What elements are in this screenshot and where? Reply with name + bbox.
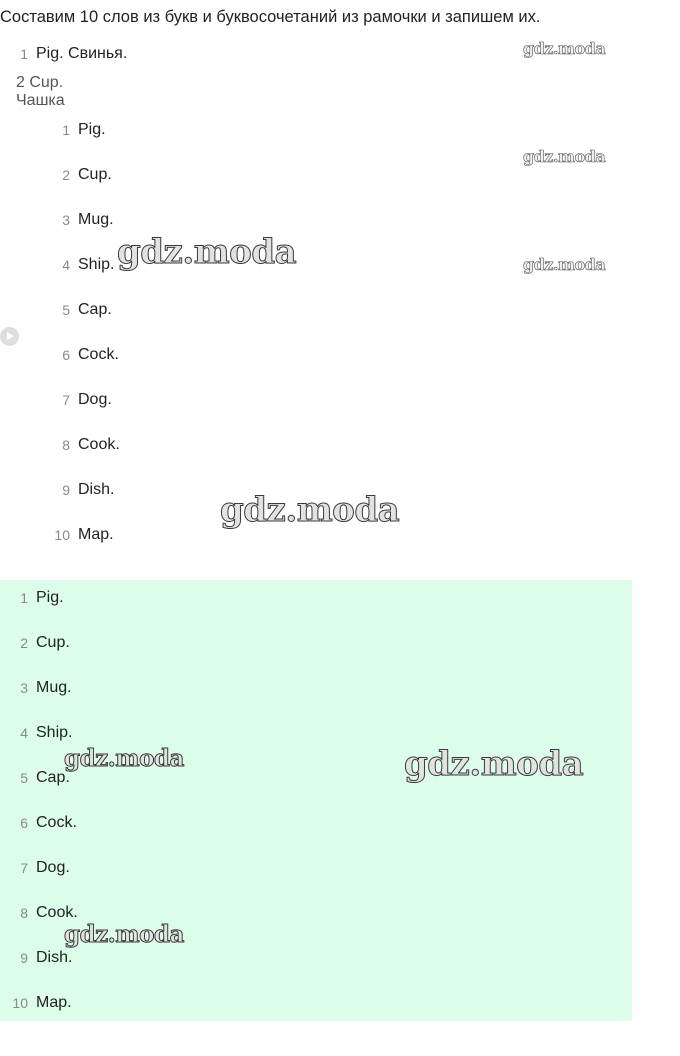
list-number: 5 — [20, 770, 28, 786]
list-number: 2 — [62, 167, 70, 183]
clipped-line — [16, 74, 86, 109]
list-item — [20, 588, 64, 608]
list-number: 8 — [62, 437, 70, 453]
list-text: Ship. — [78, 256, 115, 273]
list-text: Cock. — [78, 346, 119, 363]
list-item — [62, 255, 115, 275]
list-item — [62, 390, 112, 410]
list-text: Cock. — [36, 814, 77, 831]
list-number: 6 — [62, 347, 70, 363]
list-number: 6 — [20, 815, 28, 831]
list-item — [62, 480, 115, 500]
list-item — [20, 678, 72, 698]
list-text: Cap. — [36, 769, 70, 786]
play-icon[interactable] — [0, 327, 19, 346]
task-title: Составим 10 слов из букв и буквосочетаний из рамочки и запишем их. — [0, 8, 541, 26]
list-item — [62, 345, 119, 365]
list-number: 1 — [20, 590, 28, 606]
list-item — [20, 903, 78, 923]
list-text: Dish. — [78, 481, 115, 498]
list-item — [20, 948, 73, 968]
list-text: Pig. — [78, 121, 106, 138]
list-number: 8 — [20, 905, 28, 921]
list-number: 4 — [62, 257, 70, 273]
list-text: Cook. — [36, 904, 78, 921]
list-item — [20, 858, 70, 878]
watermark: gdz.moda — [523, 255, 606, 274]
list-text: Cup. — [36, 634, 70, 651]
watermark: gdz.moda — [64, 921, 184, 948]
list-number: 5 — [62, 302, 70, 318]
list-item — [20, 723, 73, 743]
list-text: Cap. — [78, 301, 112, 318]
list-text: Dog. — [78, 391, 112, 408]
list-number: 7 — [62, 392, 70, 408]
list-number: 7 — [20, 860, 28, 876]
list-number: 10 — [54, 527, 70, 543]
list-text: Pig. — [36, 589, 64, 606]
list-item — [62, 165, 112, 185]
list-number: 10 — [12, 995, 28, 1011]
list-item — [20, 813, 77, 833]
list-number: 1 — [62, 122, 70, 138]
list-number: 4 — [20, 725, 28, 741]
list-item — [54, 525, 114, 545]
list-number: 9 — [62, 482, 70, 498]
list-number: 1 — [20, 46, 28, 62]
list-text: Mug. — [36, 679, 72, 696]
list-number: 9 — [20, 950, 28, 966]
watermark: gdz.moda — [523, 147, 606, 166]
first-answer-row — [20, 44, 128, 64]
list-item — [12, 993, 72, 1013]
list-text: Pig. Свинья. — [36, 45, 128, 62]
watermark: gdz.moda — [220, 490, 400, 530]
list-number: 2 — [20, 635, 28, 651]
list-text: Dog. — [36, 859, 70, 876]
list-text: Map. — [36, 994, 72, 1011]
answer-block — [0, 580, 632, 1021]
clipped-line-text: 2 Cup. Чашка — [16, 74, 65, 109]
list-number: 3 — [20, 680, 28, 696]
list-text: Mug. — [78, 211, 114, 228]
list-item — [62, 435, 120, 455]
list-item — [62, 120, 106, 140]
watermark: gdz.moda — [523, 39, 606, 58]
list-number: 3 — [62, 212, 70, 228]
watermark: gdz.moda — [404, 744, 584, 784]
list-text: Ship. — [36, 724, 73, 741]
list-text: Cook. — [78, 436, 120, 453]
list-item — [62, 300, 112, 320]
list-text: Cup. — [78, 166, 112, 183]
list-text: Dish. — [36, 949, 73, 966]
list-item — [62, 210, 114, 230]
list-item — [20, 633, 70, 653]
watermark: gdz.moda — [117, 232, 297, 272]
watermark: gdz.moda — [64, 745, 184, 772]
list-text: Map. — [78, 526, 114, 543]
